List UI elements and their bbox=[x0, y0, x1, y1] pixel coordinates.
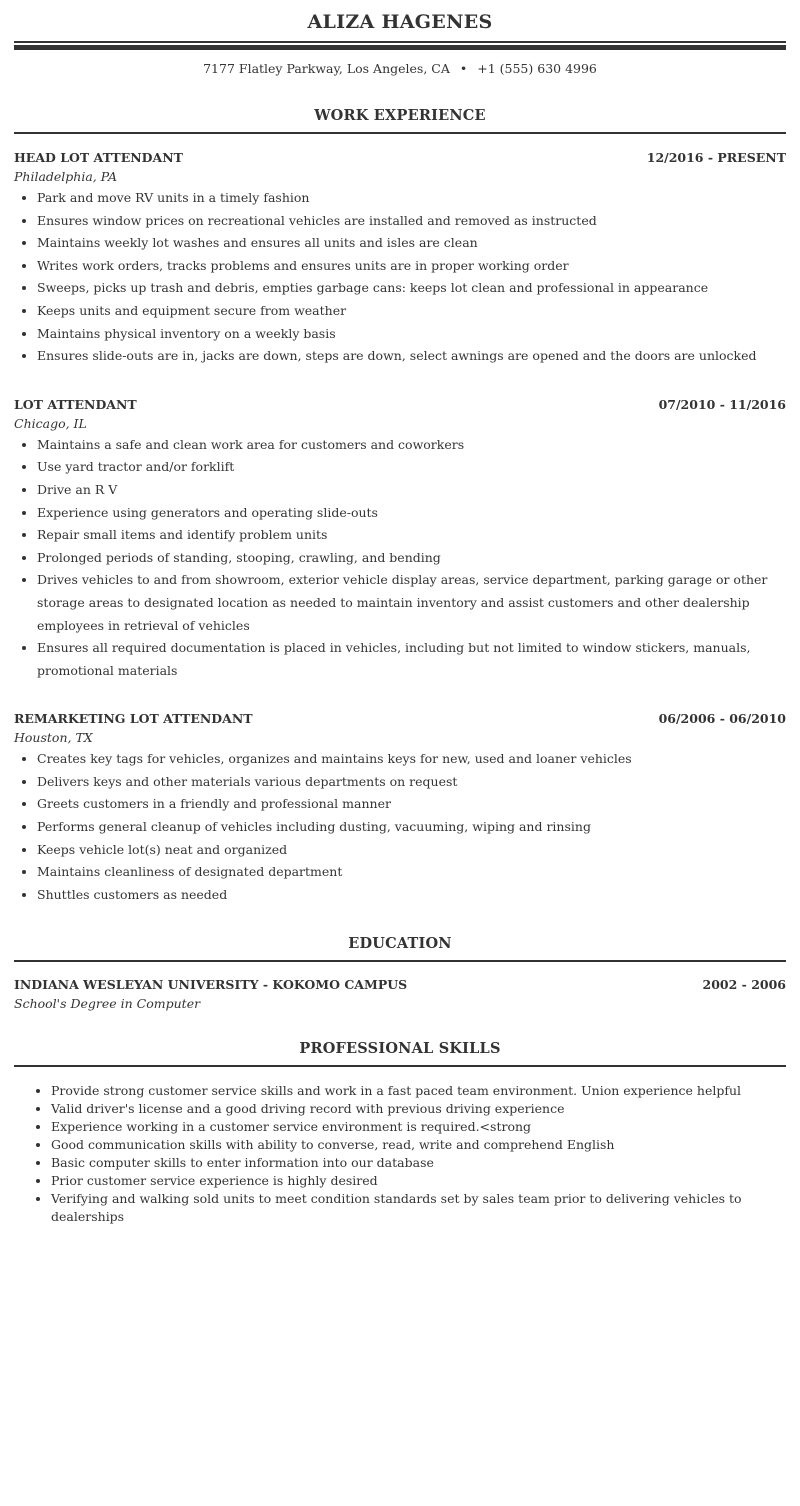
contact-separator: • bbox=[459, 61, 468, 76]
duty-item: • Maintains physical inventory on a weekly basis bbox=[37, 323, 786, 346]
skill-item: • Valid driver's license and a good driving record with previous driving experience bbox=[51, 1100, 786, 1118]
job-entry bbox=[14, 711, 786, 906]
job-location: Houston, TX bbox=[14, 730, 93, 746]
skills-list bbox=[14, 1082, 786, 1226]
professional-skills-title: PROFESSIONAL SKILLS bbox=[14, 1040, 786, 1067]
duty-item: • Prolonged periods of standing, stooping, crawling, and bending bbox=[37, 547, 786, 570]
duty-item: • Shuttles customers as needed bbox=[37, 884, 786, 907]
duty-item: • Ensures all required documentation is placed in vehicles, including but not limited to window stickers, manuals, promotional materials bbox=[37, 637, 786, 682]
job-duties bbox=[14, 187, 786, 368]
job-entry bbox=[14, 150, 786, 368]
education-title: EDUCATION bbox=[14, 935, 786, 962]
duty-item: • Maintains weekly lot washes and ensures all units and isles are clean bbox=[37, 232, 786, 255]
school-name: INDIANA WESLEYAN UNIVERSITY - KOKOMO CAMPUS bbox=[14, 977, 408, 993]
job-header bbox=[14, 711, 786, 727]
duty-item: • Ensures window prices on recreational vehicles are installed and removed as instructed bbox=[37, 210, 786, 233]
education-entry bbox=[14, 977, 786, 1012]
duty-item: • Repair small items and identify problem units bbox=[37, 524, 786, 547]
duty-item: • Performs general cleanup of vehicles including dusting, vacuuming, wiping and rinsing bbox=[37, 816, 786, 839]
skill-item: • Provide strong customer service skills and work in a fast paced team environment. Union experience helpful bbox=[51, 1082, 786, 1100]
duty-item: • Keeps vehicle lot(s) neat and organized bbox=[37, 839, 786, 862]
education-dates: 2002 - 2006 bbox=[702, 977, 786, 993]
header-divider bbox=[14, 41, 786, 50]
job-position: REMARKETING LOT ATTENDANT bbox=[14, 711, 253, 727]
candidate-name: ALIZA HAGENES bbox=[307, 11, 493, 33]
work-experience-title: WORK EXPERIENCE bbox=[14, 107, 786, 134]
duty-item: • Greets customers in a friendly and professional manner bbox=[37, 793, 786, 816]
degree: School's Degree in Computer bbox=[14, 996, 201, 1012]
skill-item: • Good communication skills with ability to converse, read, write and comprehend English bbox=[51, 1136, 786, 1154]
job-dates: 06/2006 - 06/2010 bbox=[658, 711, 786, 727]
job-location: Chicago, IL bbox=[14, 415, 87, 431]
job-location: Philadelphia, PA bbox=[14, 169, 118, 184]
job-dates: 07/2010 - 11/2016 bbox=[658, 396, 786, 412]
duty-item: • Drives vehicles to and from showroom, exterior vehicle display areas, service department, parking garage or other storage areas to designated location as needed to maintain inventory and assist customers and other dealership employees in retrieval of vehicles bbox=[37, 569, 786, 637]
phone: +1 (555) 630 4996 bbox=[477, 61, 597, 76]
duty-item: • Writes work orders, tracks problems and ensures units are in proper working order bbox=[37, 255, 786, 278]
duty-item: • Drive an R V bbox=[37, 479, 786, 502]
job-dates: 12/2016 - PRESENT bbox=[646, 150, 786, 165]
duty-item: • Use yard tractor and/or forklift bbox=[37, 456, 786, 479]
contact-line bbox=[14, 61, 786, 77]
duty-item: • Maintains cleanliness of designated department bbox=[37, 861, 786, 884]
duty-item: • Sweeps, picks up trash and debris, empties garbage cans: keeps lot clean and professional in appearance bbox=[37, 277, 786, 300]
address: 7177 Flatley Parkway, Los Angeles, CA bbox=[203, 61, 450, 76]
duty-item: • Park and move RV units in a timely fashion bbox=[37, 187, 786, 210]
education-header bbox=[14, 977, 786, 993]
job-duties bbox=[14, 434, 786, 683]
resume-page bbox=[14, 0, 786, 1226]
skill-item: • Experience working in a customer service environment is required.<strong bbox=[51, 1118, 786, 1136]
duty-item: • Experience using generators and operating slide-outs bbox=[37, 502, 786, 525]
duty-item: • Ensures slide-outs are in, jacks are down, steps are down, select awnings are opened and the doors are unlocked bbox=[37, 345, 786, 368]
duty-item: • Delivers keys and other materials various departments on request bbox=[37, 771, 786, 794]
job-position: LOT ATTENDANT bbox=[14, 396, 137, 412]
job-duties bbox=[14, 748, 786, 906]
skill-item: • Basic computer skills to enter information into our database bbox=[51, 1154, 786, 1172]
duty-item: • Keeps units and equipment secure from weather bbox=[37, 300, 786, 323]
skill-item: • Prior customer service experience is highly desired bbox=[51, 1172, 786, 1190]
job-position: HEAD LOT ATTENDANT bbox=[14, 150, 183, 165]
duty-item: • Creates key tags for vehicles, organizes and maintains keys for new, used and loaner vehicles bbox=[37, 748, 786, 771]
duty-item: • Maintains a safe and clean work area for customers and coworkers bbox=[37, 434, 786, 457]
skill-item: • Verifying and walking sold units to meet condition standards set by sales team prior to delivering vehicles to dealerships bbox=[51, 1190, 786, 1226]
job-header bbox=[14, 397, 786, 413]
job-header bbox=[14, 150, 786, 166]
job-entry bbox=[14, 397, 786, 683]
